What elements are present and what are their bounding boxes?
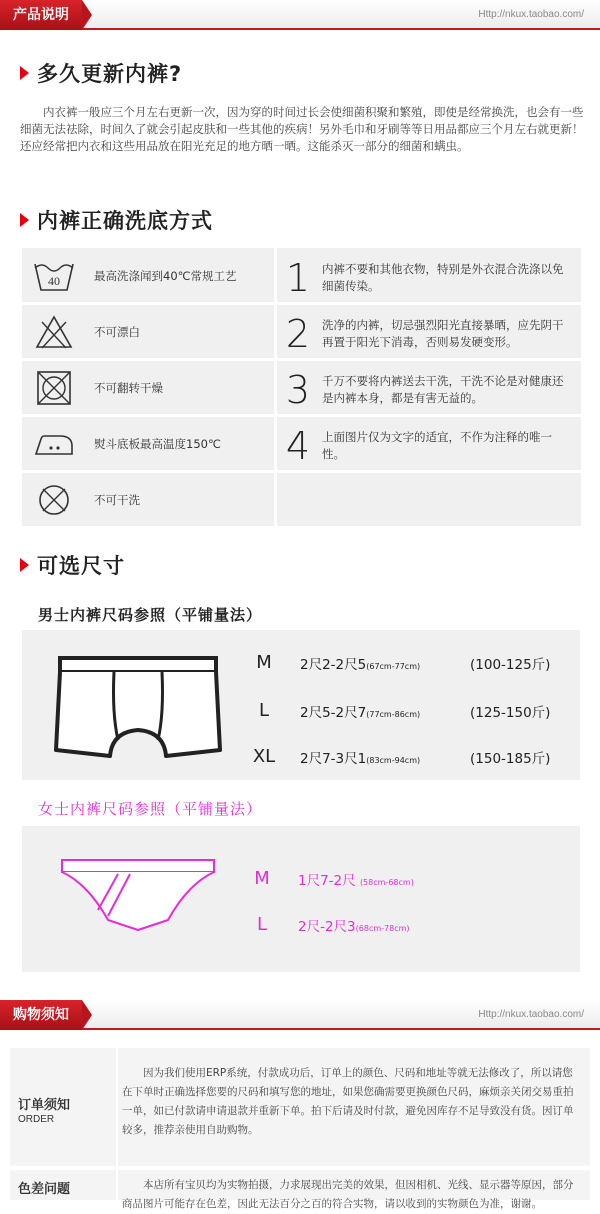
section-heading-sizes: [20, 550, 125, 580]
size-range: 2尺2-2尺5(67cm-77cm): [300, 656, 421, 673]
size-label: L: [258, 700, 270, 721]
notice-text: 本店所有宝贝均为实物拍摄，力求展现出完美的效果，但因相机、光线、显示器等原因，部分商品图片可能存在色差，因此无法百分之百的符合实物，请以收到的实物颜色为准，谢谢。: [122, 1179, 574, 1210]
size-label: M: [254, 868, 270, 889]
wash-temp-label: 40: [48, 274, 60, 288]
wash-tip: [284, 420, 576, 472]
men-size-chart: [22, 630, 580, 780]
care-label: 最高洗涤闻到40℃常规工艺: [94, 269, 237, 283]
size-label: M: [256, 652, 272, 673]
care-label: 不可翻转干燥: [94, 381, 163, 395]
tip-text: 千万不要将内裤送去干洗，干洗不论是对健康还是内裤本身，都是有害无益的。: [322, 374, 564, 405]
wash-tip: [284, 308, 576, 360]
notice-order: [10, 1048, 590, 1166]
notice-label-cell: [10, 1048, 118, 1166]
banner-tab: 产品说明: [0, 0, 82, 30]
wash-instructions-panel: [22, 248, 581, 526]
men-briefs-icon: [48, 654, 228, 762]
men-size-title: 男士内裤尺码参照（平铺量法）: [38, 606, 263, 624]
tip-text: 上面图片仅为文字的适宜，不作为注释的唯一性。: [322, 430, 552, 461]
section-title: 内裤正确洗底方式: [37, 209, 213, 233]
arrow-icon: [20, 558, 29, 572]
notice-title-en: ORDER: [18, 1114, 55, 1125]
women-size-row: [240, 868, 468, 889]
arrow-icon: [20, 213, 29, 227]
care-label: 熨斗底板最高温度150℃: [94, 437, 221, 451]
column-divider: [274, 248, 277, 526]
care-item: [22, 474, 274, 526]
care-item: [22, 418, 274, 470]
care-label: 不可漂白: [94, 325, 140, 339]
no-bleach-icon: [32, 312, 76, 352]
section-title: 可选尺寸: [37, 554, 125, 578]
size-range: 2尺-2尺3(68cm-78cm): [298, 918, 410, 935]
section-heading-wash: [20, 205, 213, 235]
renew-paragraph: 内衣裤一般应三个月左右更新一次，因为穿的时间过长会使细菌积聚和繁殖，即使是经常换洗，也会有一些细菌无法祛除，时间久了就会引起皮肤和一些其他的疾病！另外毛巾和牙刷等等日用品都应三个月左右就更新！还应经常把内衣和这些用品放在阳光充足的地方晒一晒。这能杀灭一部分的细菌和螨虫。: [20, 105, 584, 153]
no-dry-clean-icon: [32, 480, 76, 520]
notice-label-cell: [10, 1170, 118, 1200]
section-title: 多久更新内裤?: [37, 62, 183, 86]
tip-number: 4: [285, 424, 311, 468]
men-size-row: [242, 700, 550, 721]
arrow-icon: [20, 66, 29, 80]
tip-text: 洗净的内裤，切忌强烈阳光直接暴晒，应先阴干再置于阳光下消毒，否则易发硬变形。: [322, 318, 564, 349]
size-weight: (150-185斤): [470, 750, 551, 767]
no-tumble-dry-icon: [32, 368, 76, 408]
notice-title: 订单须知: [18, 1098, 71, 1113]
size-label: XL: [252, 746, 276, 767]
banner-tab: 购物须知: [0, 1000, 82, 1030]
notice-title: 色差问题: [18, 1182, 71, 1197]
notice-color-diff: [10, 1170, 590, 1210]
size-label: L: [256, 914, 268, 935]
care-label: 不可干洗: [94, 493, 140, 507]
wash-tip: [284, 364, 576, 416]
women-size-row: [240, 914, 468, 935]
women-briefs-icon: [58, 854, 218, 934]
size-range: 1尺7-2尺 (58cm-68cm): [298, 872, 414, 889]
tip-number: 2: [285, 312, 311, 356]
tip-text: 内裤不要和其他衣物，特别是外衣混合洗涤以免细菌传染。: [322, 262, 564, 293]
section-heading-renew: [20, 58, 182, 88]
product-info-banner: [0, 0, 600, 30]
shop-url[interactable]: Http://nkux.taobao.com/: [478, 9, 584, 20]
tip-number: 3: [285, 368, 311, 412]
shopping-notice-banner: [0, 1000, 600, 1030]
care-item: [22, 306, 274, 358]
notice-text: 因为我们使用ERP系统，付款成功后，订单上的颜色、尺码和地址等就无法修改了，所以请您在下单时正确选择您要的尺码和填写您的地址，如果您确需要更换颜色尺码，麻烦亲关闭交易重拍一单，如已付款请申请退款并重新下单。拍下后请及时付款，避免因库存不足导致没有货。因订单较多，推荐亲使用自助购物。: [122, 1067, 574, 1136]
wash-tip: [284, 252, 576, 304]
wash-40-icon: [32, 256, 76, 296]
size-range: 2尺7-3尺1(83cm-94cm): [300, 750, 421, 767]
men-size-row: [242, 652, 550, 673]
shop-url[interactable]: Http://nkux.taobao.com/: [478, 1009, 584, 1020]
size-weight: (125-150斤): [470, 704, 551, 721]
women-size-chart: [22, 826, 580, 972]
care-item: [22, 362, 274, 414]
size-range: 2尺5-2尺7(77cm-86cm): [300, 704, 421, 721]
size-weight: (100-125斤): [470, 656, 551, 673]
iron-icon: [32, 424, 76, 464]
care-item: [22, 250, 274, 302]
women-size-title: 女士内裤尺码参照（平铺量法）: [38, 800, 263, 818]
men-size-row: [242, 746, 550, 767]
tip-number: 1: [285, 256, 311, 300]
